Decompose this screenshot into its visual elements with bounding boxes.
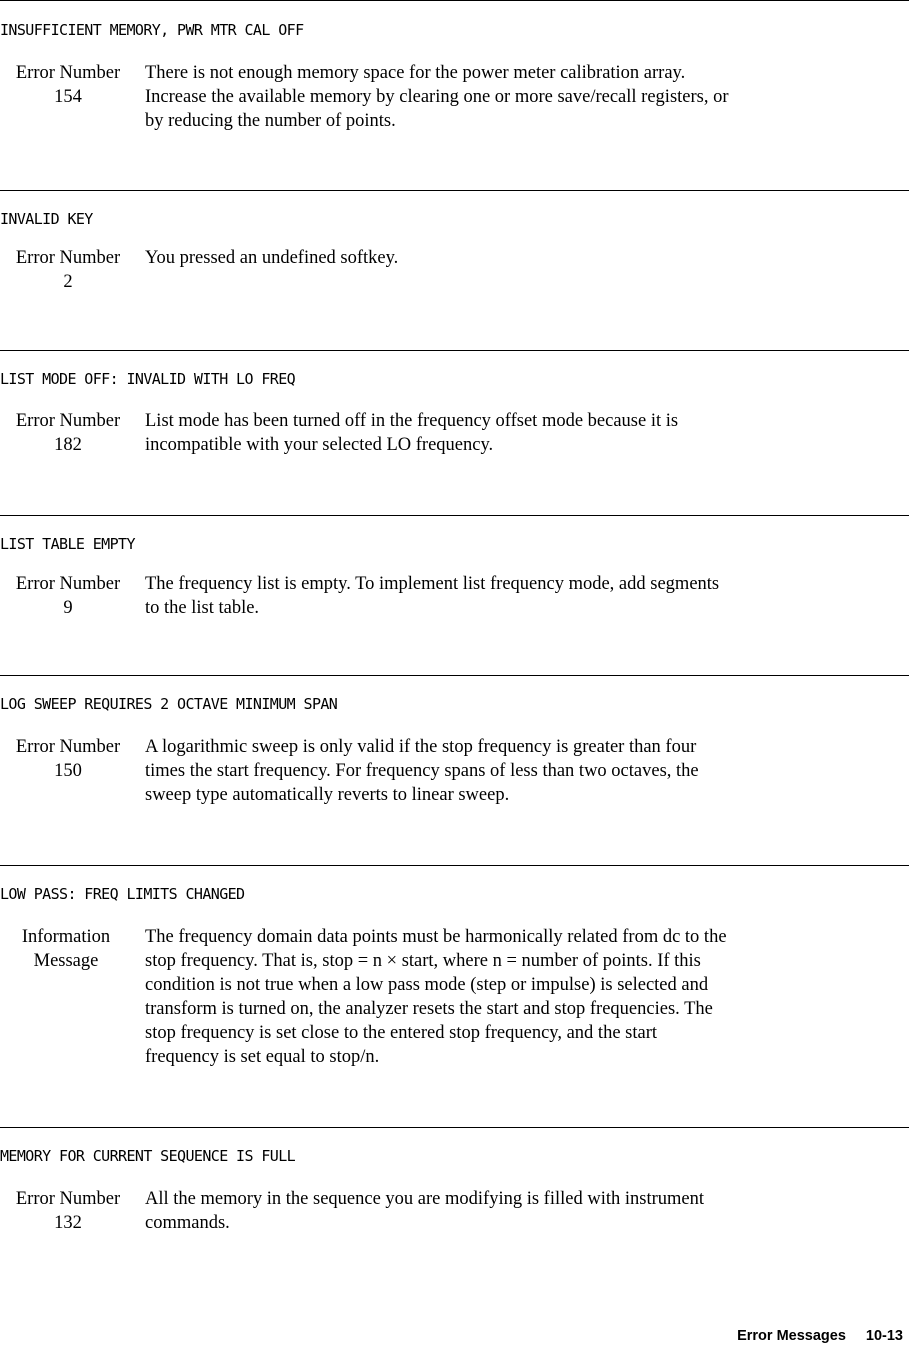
message-title: INVALID KEY xyxy=(0,210,93,228)
description-line: incompatible with your selected LO frequency. xyxy=(145,435,494,455)
divider-rule xyxy=(0,865,909,866)
message-type xyxy=(0,925,132,973)
message-title: LOW PASS: FREQ LIMITS CHANGED xyxy=(0,885,245,903)
message-type-label: Information xyxy=(21,927,111,947)
message-type xyxy=(0,409,136,457)
message-type xyxy=(0,1187,136,1235)
message-title: LIST MODE OFF: INVALID WITH LO FREQ xyxy=(0,370,296,388)
message-number: 132 xyxy=(54,1213,82,1233)
message-number: 9 xyxy=(63,598,73,618)
description-line: All the memory in the sequence you are modifying is filled with instrument xyxy=(145,1189,704,1209)
message-type xyxy=(0,735,136,783)
description-line: List mode has been turned off in the frequency offset mode because it is xyxy=(145,411,679,431)
message-title: LIST TABLE EMPTY xyxy=(0,535,135,553)
message-description xyxy=(145,409,900,457)
message-type xyxy=(0,61,136,109)
description-line: stop frequency is set close to the entered stop frequency, and the start xyxy=(145,1023,658,1043)
message-number: 154 xyxy=(54,87,82,107)
page-number: 10-13 xyxy=(865,1328,903,1344)
description-line: The frequency domain data points must be harmonically related from dc to the xyxy=(145,927,727,947)
message-description xyxy=(145,1187,900,1235)
divider-rule xyxy=(0,350,909,351)
message-description xyxy=(145,925,900,1069)
message-description xyxy=(145,572,900,620)
message-title: INSUFFICIENT MEMORY, PWR MTR CAL OFF xyxy=(0,21,304,39)
message-number: 2 xyxy=(63,272,73,292)
description-line: A logarithmic sweep is only valid if the stop frequency is greater than four xyxy=(145,737,697,757)
message-title: LOG SWEEP REQUIRES 2 OCTAVE MINIMUM SPAN xyxy=(0,695,338,713)
divider-rule xyxy=(0,1127,909,1128)
message-type-label: Error Number xyxy=(15,1189,121,1209)
description-line: The frequency list is empty. To implement list frequency mode, add segments xyxy=(145,574,720,594)
message-description xyxy=(145,246,900,270)
message-type-label: Error Number xyxy=(15,574,121,594)
description-line: by reducing the number of points. xyxy=(145,111,396,131)
message-title: MEMORY FOR CURRENT SEQUENCE IS FULL xyxy=(0,1147,296,1165)
message-type xyxy=(0,572,136,620)
message-type-label: Error Number xyxy=(15,63,121,83)
message-type xyxy=(0,246,136,294)
message-description xyxy=(145,61,900,133)
description-line: transform is turned on, the analyzer resets the start and stop frequencies. The xyxy=(145,999,713,1019)
description-line: There is not enough memory space for the power meter calibration array. xyxy=(145,63,686,83)
divider-rule xyxy=(0,515,909,516)
divider-rule xyxy=(0,190,909,191)
page-footer xyxy=(737,1328,903,1344)
description-line: sweep type automatically reverts to linear sweep. xyxy=(145,785,510,805)
message-type-label: Error Number xyxy=(15,248,121,268)
message-number: 182 xyxy=(54,435,82,455)
message-number: Message xyxy=(33,951,99,971)
message-description xyxy=(145,735,900,807)
description-line: commands. xyxy=(145,1213,230,1233)
description-line: frequency is set equal to stop/n. xyxy=(145,1047,380,1067)
divider-rule xyxy=(0,675,909,676)
divider-rule xyxy=(0,0,909,1)
description-line: to the list table. xyxy=(145,598,260,618)
description-line: stop frequency. That is, stop = n × start, where n = number of points. If this xyxy=(145,951,701,971)
footer-section-title: Error Messages xyxy=(737,1328,846,1344)
message-type-label: Error Number xyxy=(15,411,121,431)
description-line: condition is not true when a low pass mode (step or impulse) is selected and xyxy=(145,975,709,995)
message-type-label: Error Number xyxy=(15,737,121,757)
description-line: times the start frequency. For frequency spans of less than two octaves, the xyxy=(145,761,699,781)
message-number: 150 xyxy=(54,761,82,781)
description-line: You pressed an undefined softkey. xyxy=(145,248,399,268)
description-line: Increase the available memory by clearing one or more save/recall registers, or xyxy=(145,87,729,107)
